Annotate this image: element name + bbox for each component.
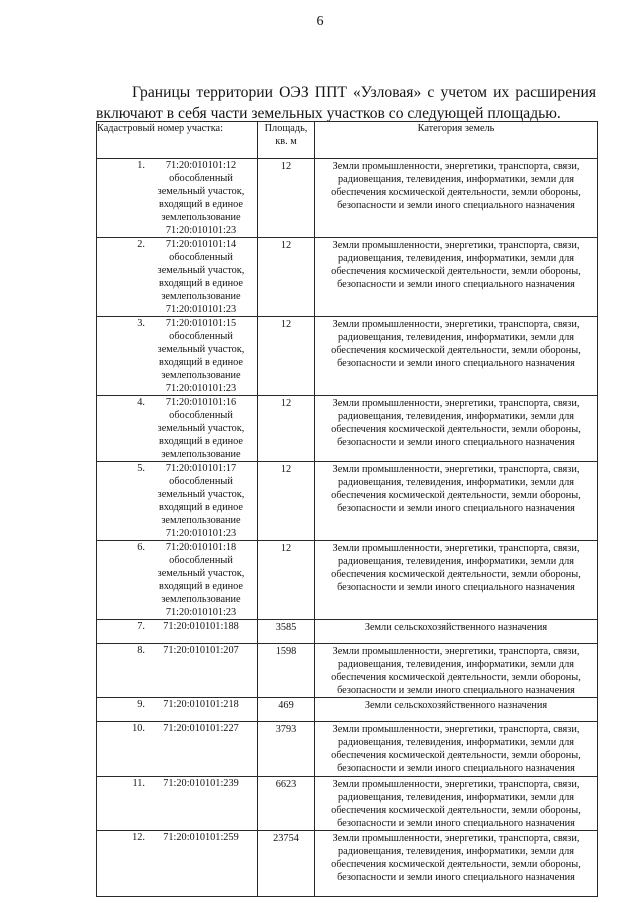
cell-category: Земли промышленности, энергетики, транспорта, связи, радиовещания, телевидения, информатики, земли для обеспечения космической деятельности, земли обороны, безопасности и земли иного специального назначения bbox=[315, 644, 598, 698]
cell-area: 3585 bbox=[258, 620, 315, 644]
table-row bbox=[97, 396, 598, 462]
cell-category: Земли промышленности, энергетики, транспорта, связи, радиовещания, телевидения, информатики, земли для обеспечения космической деятельности, земли обороны, безопасности и земли иного специального назначения bbox=[315, 831, 598, 897]
cadastral-number: 71:20:010101:15 обособленный земельный участок, входящий в единое землепользование 71:20:010101:23 bbox=[157, 318, 245, 394]
cell-category: Земли сельскохозяйственного назначения bbox=[315, 698, 598, 722]
cadastral-number: 71:20:010101:17 обособленный земельный участок, входящий в единое землепользование 71:20:010101:23 bbox=[157, 463, 245, 539]
cell-cadastral bbox=[97, 317, 258, 396]
row-number: 2. bbox=[137, 239, 145, 250]
row-number: 12. bbox=[132, 832, 145, 843]
cell-cadastral bbox=[97, 644, 258, 698]
cell-area: 12 bbox=[258, 159, 315, 238]
row-number: 11. bbox=[132, 778, 145, 789]
cadastral-number: 71:20:010101:207 bbox=[163, 645, 239, 656]
parcels-table bbox=[96, 121, 598, 897]
header-category: Категория земель bbox=[315, 122, 598, 159]
cadastral-number: 71:20:010101:259 bbox=[163, 832, 239, 843]
cell-area: 3793 bbox=[258, 722, 315, 777]
cell-cadastral bbox=[97, 462, 258, 541]
cell-cadastral bbox=[97, 396, 258, 462]
cell-area: 12 bbox=[258, 462, 315, 541]
row-number: 5. bbox=[137, 463, 145, 474]
table-row bbox=[97, 462, 598, 541]
row-number: 4. bbox=[137, 397, 145, 408]
cell-cadastral bbox=[97, 831, 258, 897]
cell-area: 12 bbox=[258, 238, 315, 317]
row-number: 3. bbox=[137, 318, 145, 329]
cell-cadastral bbox=[97, 698, 258, 722]
table-row bbox=[97, 722, 598, 777]
cadastral-number: 71:20:010101:218 bbox=[163, 699, 239, 710]
cadastral-number: 71:20:010101:18 обособленный земельный участок, входящий в единое землепользование 71:20:010101:23 bbox=[157, 542, 245, 618]
cell-area: 12 bbox=[258, 317, 315, 396]
row-number: 1. bbox=[137, 160, 145, 171]
table-row bbox=[97, 644, 598, 698]
cadastral-number: 71:20:010101:239 bbox=[163, 778, 239, 789]
cadastral-number: 71:20:010101:14 обособленный земельный участок, входящий в единое землепользование 71:20:010101:23 bbox=[157, 239, 245, 315]
row-number: 10. bbox=[132, 723, 145, 734]
page-number: 6 bbox=[316, 14, 324, 29]
cadastral-number: 71:20:010101:227 bbox=[163, 723, 239, 734]
cell-category: Земли промышленности, энергетики, транспорта, связи, радиовещания, телевидения, информатики, земли для обеспечения космической деятельности, земли обороны, безопасности и земли иного специального назначения bbox=[315, 541, 598, 620]
cadastral-number: 71:20:010101:188 bbox=[163, 621, 239, 632]
cell-category: Земли сельскохозяйственного назначения bbox=[315, 620, 598, 644]
table-header-row bbox=[97, 122, 598, 159]
row-number: 7. bbox=[137, 621, 145, 632]
cadastral-number: 71:20:010101:12 обособленный земельный участок, входящий в единое землепользование 71:20:010101:23 bbox=[157, 160, 245, 236]
cell-cadastral bbox=[97, 238, 258, 317]
cell-category: Земли промышленности, энергетики, транспорта, связи, радиовещания, телевидения, информатики, земли для обеспечения космической деятельности, земли обороны, безопасности и земли иного специального назначения bbox=[315, 317, 598, 396]
cadastral-number: 71:20:010101:16 обособленный земельный участок, входящий в единое землепользование bbox=[157, 397, 245, 460]
cell-category: Земли промышленности, энергетики, транспорта, связи, радиовещания, телевидения, информатики, земли для обеспечения космической деятельности, земли обороны, безопасности и земли иного специального назначения bbox=[315, 722, 598, 777]
table-row bbox=[97, 831, 598, 897]
cell-category: Земли промышленности, энергетики, транспорта, связи, радиовещания, телевидения, информатики, земли для обеспечения космической деятельности, земли обороны, безопасности и земли иного специального назначения bbox=[315, 238, 598, 317]
cell-area: 1598 bbox=[258, 644, 315, 698]
cell-area: 6623 bbox=[258, 777, 315, 831]
table-row bbox=[97, 159, 598, 238]
table-row bbox=[97, 620, 598, 644]
cell-category: Земли промышленности, энергетики, транспорта, связи, радиовещания, телевидения, информатики, земли для обеспечения космической деятельности, земли обороны, безопасности и земли иного специального назначения bbox=[315, 462, 598, 541]
row-number: 6. bbox=[137, 542, 145, 553]
cell-area: 23754 bbox=[258, 831, 315, 897]
row-number: 9. bbox=[137, 699, 145, 710]
table-row bbox=[97, 698, 598, 722]
cell-cadastral bbox=[97, 541, 258, 620]
cell-cadastral bbox=[97, 159, 258, 238]
header-cadastral: Кадастровый номер участка: bbox=[97, 122, 258, 159]
cell-area: 469 bbox=[258, 698, 315, 722]
cell-area: 12 bbox=[258, 396, 315, 462]
cell-area: 12 bbox=[258, 541, 315, 620]
row-number: 8. bbox=[137, 645, 145, 656]
table-row bbox=[97, 777, 598, 831]
cell-category: Земли промышленности, энергетики, транспорта, связи, радиовещания, телевидения, информатики, земли для обеспечения космической деятельности, земли обороны, безопасности и земли иного специального назначения bbox=[315, 777, 598, 831]
table-row bbox=[97, 238, 598, 317]
table-row bbox=[97, 317, 598, 396]
intro-paragraph: Границы территории ОЭЗ ППТ «Узловая» с учетом их расширения включают в себя части земельных участков со следующей площадью. bbox=[96, 83, 596, 122]
table-row bbox=[97, 541, 598, 620]
cell-cadastral bbox=[97, 777, 258, 831]
cell-category: Земли промышленности, энергетики, транспорта, связи, радиовещания, телевидения, информатики, земли для обеспечения космической деятельности, земли обороны, безопасности и земли иного специального назначения bbox=[315, 159, 598, 238]
cell-cadastral bbox=[97, 620, 258, 644]
header-area: Площадь, кв. м bbox=[258, 122, 315, 159]
cell-category: Земли промышленности, энергетики, транспорта, связи, радиовещания, телевидения, информатики, земли для обеспечения космической деятельности, земли обороны, безопасности и земли иного специального назначения bbox=[315, 396, 598, 462]
cell-cadastral bbox=[97, 722, 258, 777]
